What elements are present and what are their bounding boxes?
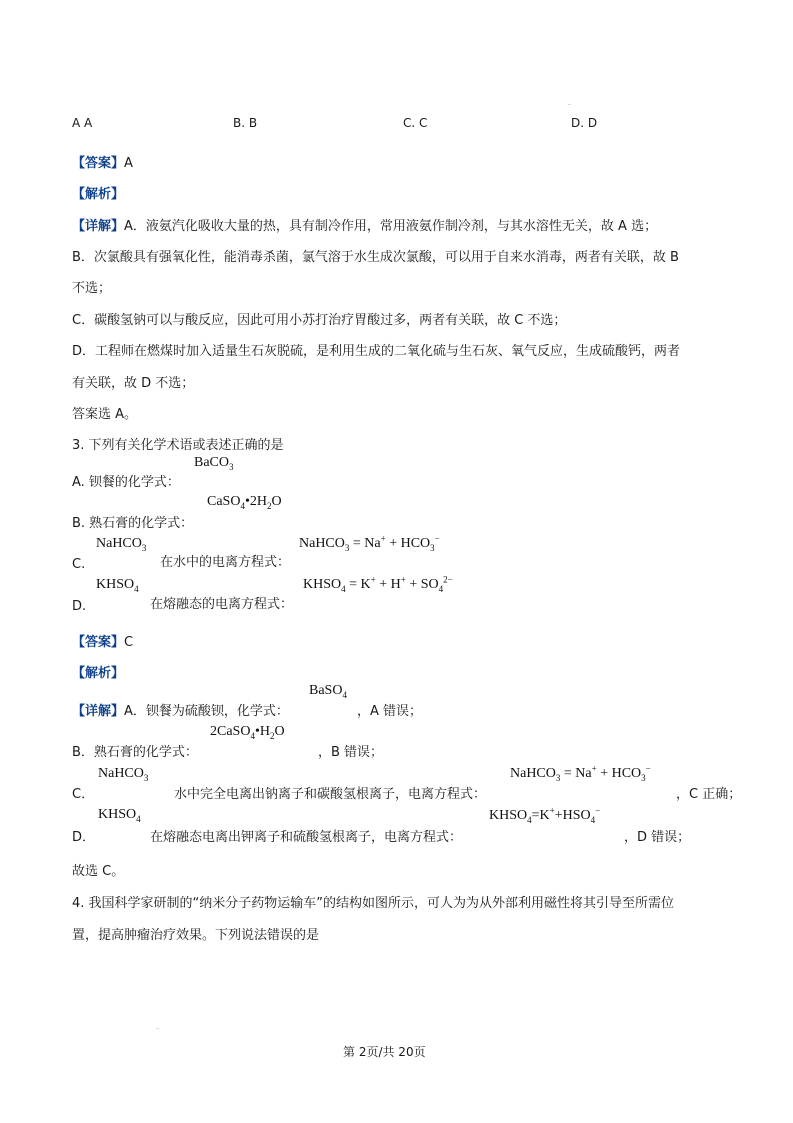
q2-detail-line6: 有关联，故 D 不选； <box>72 376 195 391</box>
q4-line1: 4. 我国科学家研制的“纳米分子药物运输车”的结构如图所示，可人为为从外部利用磁性将其引导至所需位 <box>72 896 675 911</box>
q2-detail-line3: 不选； <box>72 281 112 296</box>
q3-option-d-text: 在熔融态的电离方程式： <box>150 597 294 612</box>
option-b-prev: B. B <box>233 116 258 130</box>
q3-detail-d-letter: D． <box>72 830 96 845</box>
q3-answer <box>72 636 133 649</box>
formula-baco3: BaCO$_3$ <box>194 455 234 472</box>
q2-answer <box>72 157 133 170</box>
scan-speck <box>156 1028 159 1029</box>
detail-text: A．液氨汽化吸收大量的热，具有制冷作用，常用液氨作制冷剂，与其水溶性无关，故 A 选； <box>124 219 658 234</box>
q3-detail-a <box>72 705 289 718</box>
option-d-prev: D. D <box>571 116 598 130</box>
equation-khso4-detail: $KHSO_4=K^++HSO_4^-$ <box>489 805 601 825</box>
formula-baso4: BaSO$_4$ <box>309 683 347 700</box>
option-c-prev: C. C <box>403 116 428 130</box>
q2-detail-line2: B．次氯酸具有强氧化性，能消毒杀菌，氯气溶于水生成次氯酸，可以用于自来水消毒，两者有关联，故 B <box>72 250 679 265</box>
option-a-prev: A A <box>72 116 93 130</box>
q3-detail-b: B．熟石膏的化学式： <box>72 745 198 760</box>
q3-detail-d-text: 在熔融态电离出钾离子和硫酸氢根离子，电离方程式： <box>150 830 463 845</box>
answer-value: A <box>124 156 133 171</box>
formula-nahco3-detail: NaHCO$_3$ <box>98 766 149 783</box>
q2-detail-line5: D．工程师在燃煤时加入适量生石灰脱硫，是利用生成的二氧化硫与生石灰、氧气反应，生成硫酸钙，两者 <box>72 344 681 359</box>
q3-conclusion: 故选 C。 <box>72 864 125 879</box>
equation-nahco3-ionization: NaHCO$_3$ = $Na^+ + HCO_3^-$ <box>299 533 440 553</box>
formula-caso4-2h2o: $CaSO_4•2H_2O$ <box>207 494 282 511</box>
scan-speck <box>568 104 571 105</box>
formula-2caso4-h2o: $2CaSO_4•H_2O$ <box>210 724 285 741</box>
equation-khso4-ionization-option: $KHSO_4 = K^+ + H^+ + SO_4^{2-}$ <box>303 574 453 594</box>
detail-label: 【详解】 <box>72 704 125 719</box>
q3-stem: 3. 下列有关化学术语或表述正确的是 <box>72 438 284 453</box>
q2-detail-line4: C．碳酸氢钠可以与酸反应，因此可用小苏打治疗胃酸过多，两者有关联，故 C 不选； <box>72 313 567 328</box>
page-number: 第 2页/共 20页 <box>343 1045 426 1059</box>
detail-text: A．钡餐为硫酸钡，化学式： <box>124 704 289 719</box>
formula-khso4-detail: $KHSO_4$ <box>98 807 141 824</box>
q2-detail-line1 <box>72 220 657 233</box>
q2-conclusion: 答案选 A。 <box>72 407 138 422</box>
q2-analysis-label: 【解析】 <box>72 187 125 202</box>
q3-detail-c-letter: C． <box>72 787 95 802</box>
q3-detail-c-text: 水中完全电离出钠离子和碳酸氢根离子，电离方程式： <box>174 787 487 802</box>
q3-detail-b-tail: ，B 错误； <box>318 745 384 760</box>
q3-option-c-letter: C. <box>72 557 86 572</box>
q3-detail-d-tail: ，D 错误； <box>624 830 691 845</box>
answer-label: 【答案】 <box>72 635 125 650</box>
formula-nahco3: NaHCO$_3$ <box>96 536 147 553</box>
q3-option-d-letter: D. <box>72 599 87 614</box>
q3-analysis-label: 【解析】 <box>72 666 125 681</box>
q3-option-a: A. 钡餐的化学式： <box>72 475 180 490</box>
q4-line2: 置，提高肿瘤治疗效果。下列说法错误的是 <box>72 928 320 943</box>
q3-detail-a-tail: ，A 错误； <box>357 704 423 719</box>
q3-option-b: B. 熟石膏的化学式： <box>72 516 194 531</box>
equation-nahco3-detail: NaHCO$_3$ = $Na^+ + HCO_3^-$ <box>510 763 651 783</box>
q3-detail-c-tail: ，C 正确； <box>676 787 742 802</box>
formula-khso4: $KHSO_4$ <box>96 577 139 594</box>
q3-option-c-text: 在水中的电离方程式： <box>160 555 291 570</box>
answer-label: 【答案】 <box>72 156 125 171</box>
answer-value: C <box>124 635 134 650</box>
detail-label: 【详解】 <box>72 219 125 234</box>
